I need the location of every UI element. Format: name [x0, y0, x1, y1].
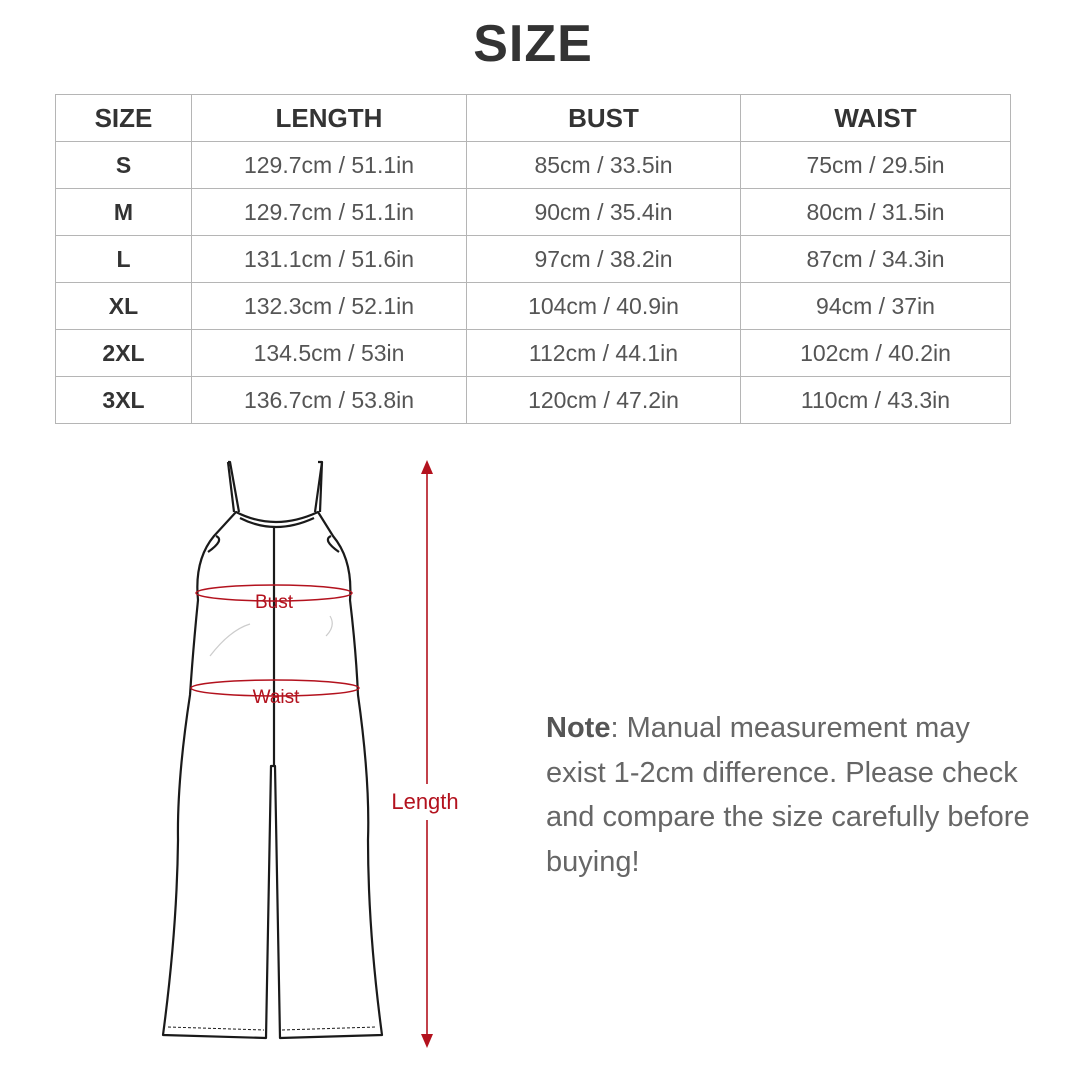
- table-row: [56, 377, 1011, 424]
- note-text: [546, 706, 1036, 884]
- length-cell: 134.5cm / 53in: [192, 330, 467, 377]
- waist-cell: 87cm / 34.3in: [741, 236, 1011, 283]
- header-length: LENGTH: [192, 95, 467, 142]
- note-label: Note: [546, 712, 611, 744]
- bust-cell: 97cm / 38.2in: [467, 236, 741, 283]
- size-cell: S: [56, 142, 192, 189]
- table-row: [56, 142, 1011, 189]
- length-label: Length: [391, 789, 459, 814]
- bust-label: Bust: [254, 592, 294, 613]
- waist-cell: 110cm / 43.3in: [741, 377, 1011, 424]
- length-cell: 136.7cm / 53.8in: [192, 377, 467, 424]
- jumpsuit-diagram: [150, 450, 480, 1060]
- table-row: [56, 236, 1011, 283]
- waist-cell: 80cm / 31.5in: [741, 189, 1011, 236]
- size-table: [55, 94, 1011, 424]
- bust-cell: 112cm / 44.1in: [467, 330, 741, 377]
- length-cell: 132.3cm / 52.1in: [192, 283, 467, 330]
- header-bust: BUST: [467, 95, 741, 142]
- size-cell: 2XL: [56, 330, 192, 377]
- waist-cell: 75cm / 29.5in: [741, 142, 1011, 189]
- table-row: [56, 189, 1011, 236]
- size-cell: XL: [56, 283, 192, 330]
- jumpsuit-outline: [163, 462, 382, 1038]
- bust-cell: 120cm / 47.2in: [467, 377, 741, 424]
- length-cell: 129.7cm / 51.1in: [192, 189, 467, 236]
- bust-cell: 104cm / 40.9in: [467, 283, 741, 330]
- size-cell: 3XL: [56, 377, 192, 424]
- waist-cell: 102cm / 40.2in: [741, 330, 1011, 377]
- note-body: : Manual measurement may exist 1-2cm difference. Please check and compare the size carefully before buying!: [546, 712, 1030, 878]
- length-cell: 129.7cm / 51.1in: [192, 142, 467, 189]
- table-header-row: [56, 95, 1011, 142]
- bust-cell: 85cm / 33.5in: [467, 142, 741, 189]
- page-title: SIZE: [473, 15, 593, 73]
- header-waist: WAIST: [741, 95, 1011, 142]
- size-cell: M: [56, 189, 192, 236]
- bust-cell: 90cm / 35.4in: [467, 189, 741, 236]
- header-size: SIZE: [56, 95, 192, 142]
- waist-cell: 94cm / 37in: [741, 283, 1011, 330]
- garment-shading: [210, 616, 332, 656]
- waist-label: Waist: [252, 687, 300, 708]
- table-row: [56, 330, 1011, 377]
- size-cell: L: [56, 236, 192, 283]
- length-cell: 131.1cm / 51.6in: [192, 236, 467, 283]
- length-arrow: [421, 460, 433, 1048]
- table-row: [56, 283, 1011, 330]
